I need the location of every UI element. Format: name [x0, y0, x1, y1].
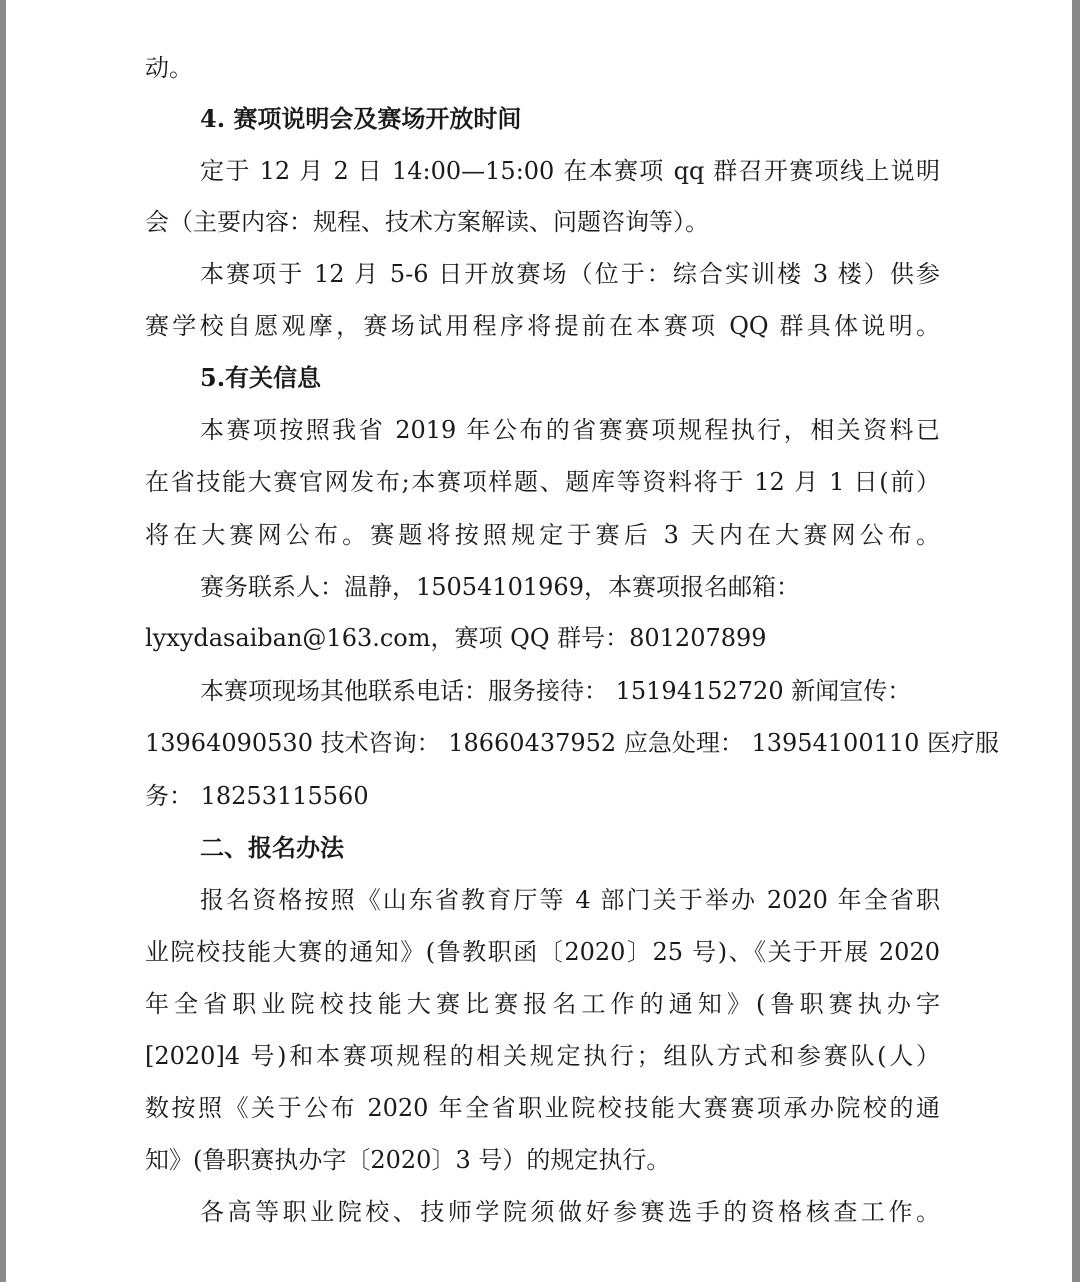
text-line: 业院校技能大赛的通知》(鲁教职函〔2020〕25 号)、《关于开展 2020 — [145, 938, 940, 966]
text-line: 报名资格按照《山东省教育厅等 4 部门关于举办 2020 年全省职 — [200, 886, 940, 914]
text-line: 将在大赛网公布。赛题将按照规定于赛后 3 天内在大赛网公布。 — [145, 521, 940, 549]
text-line: 13964090530 技术咨询： 18660437952 应急处理： 13954100110 医疗服 — [145, 729, 1000, 757]
text-line: 本赛项于 12 月 5-6 日开放赛场（位于：综合实训楼 3 楼）供参 — [200, 260, 940, 288]
text-line: 各高等职业院校、技师学院须做好参赛选手的资格核查工作。 — [200, 1198, 940, 1226]
text-line: lyxydasaiban@163.com，赛项 QQ 群号：801207899 — [145, 624, 767, 652]
text-line: 本赛项现场其他联系电话：服务接待： 15194152720 新闻宣传： — [200, 677, 912, 705]
text-line: [2020]4 号)和本赛项规程的相关规定执行；组队方式和参赛队(人） — [145, 1042, 940, 1070]
text-line: 知》(鲁职赛执办字〔2020〕3 号）的规定执行。 — [145, 1146, 671, 1174]
text-line: 年全省职业院校技能大赛比赛报名工作的通知》(鲁职赛执办字 — [145, 990, 940, 1018]
page-edge-left — [0, 0, 6, 1282]
text-line: 务： 18253115560 — [145, 782, 369, 810]
text-line: 动。 — [145, 54, 193, 82]
text-line: 赛务联系人：温静，15054101969，本赛项报名邮箱： — [200, 573, 800, 601]
section-heading: 二、报名办法 — [200, 833, 344, 862]
text-line: 赛学校自愿观摩，赛场试用程序将提前在本赛项 QQ 群具体说明。 — [145, 312, 940, 340]
page-edge-right — [1072, 0, 1080, 1282]
text-line: 数按照《关于公布 2020 年全省职业院校技能大赛赛项承办院校的通 — [145, 1094, 940, 1122]
section-heading: 5.有关信息 — [200, 363, 322, 392]
text-line: 本赛项按照我省 2019 年公布的省赛赛项规程执行，相关资料已 — [200, 416, 940, 444]
text-line: 在省技能大赛官网发布;本赛项样题、题库等资料将于 12 月 1 日(前） — [145, 468, 940, 496]
text-line: 定于 12 月 2 日 14:00—15:00 在本赛项 qq 群召开赛项线上说明 — [200, 157, 940, 185]
section-heading: 4. 赛项说明会及赛场开放时间 — [200, 104, 522, 133]
text-line: 会（主要内容：规程、技术方案解读、问题咨询等）。 — [145, 208, 709, 236]
